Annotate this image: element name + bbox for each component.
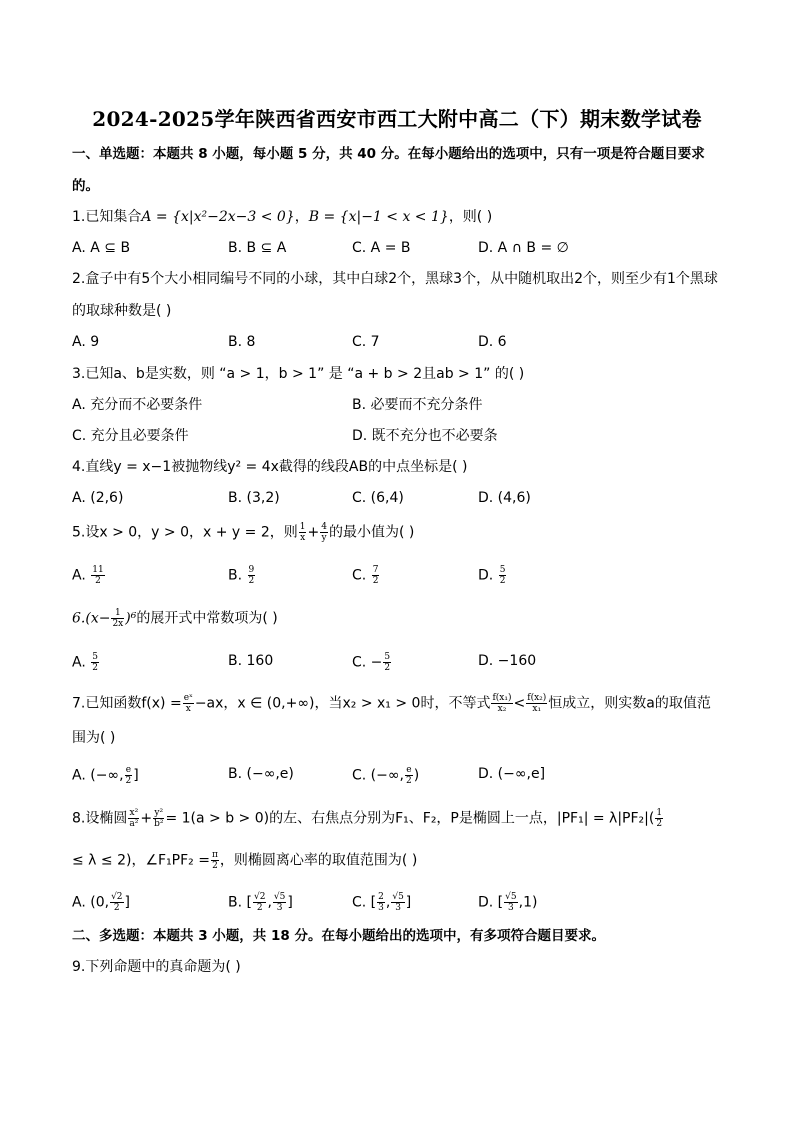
q7-g2-num: f(x₂): [527, 693, 547, 703]
q8-c-frac-1: [377, 892, 385, 913]
q6-c-den: 2: [384, 663, 391, 673]
q8-a-post: ]: [124, 894, 130, 911]
q7-g1-den: x₂: [497, 704, 507, 714]
q8-plus: +: [140, 810, 153, 827]
q8-b-post: ]: [287, 894, 293, 911]
q7-g2-den: x₁: [532, 704, 542, 714]
q7-option-a: [72, 765, 139, 786]
q8-half-den: 2: [656, 819, 663, 829]
q8-line2-post: ，则椭圆离心率的取值范围为( ): [219, 852, 418, 869]
question-7: [72, 693, 711, 714]
q8-c-sep: ,: [385, 894, 391, 911]
q8-c-frac-2: [391, 892, 404, 913]
q6-suffix: 的展开式中常数项为( ): [136, 610, 278, 627]
q5-d-den: 2: [499, 576, 506, 586]
q5-b-frac: [248, 565, 256, 586]
q5-option-b: [228, 565, 256, 586]
q8-x-den: a²: [129, 819, 139, 829]
q8-pi-den: 2: [212, 861, 218, 871]
q6-option-a: [72, 652, 100, 673]
q8-option-b: [228, 892, 293, 913]
q6-a-frac: [91, 652, 99, 673]
q4-option-c: C. (6,4): [352, 490, 404, 506]
q2-option-c: C. 7: [352, 334, 380, 350]
q8-b-sep: ,: [267, 894, 272, 911]
q5-a-frac: [91, 565, 104, 586]
q8-d-num: √5: [505, 892, 517, 902]
q7-a-pre: A. (−∞,: [72, 767, 124, 784]
q7-c-num: e: [406, 765, 412, 775]
q4-option-a: A. (2,6): [72, 490, 124, 506]
q6-close: )⁶: [125, 610, 137, 627]
q8-mid: = 1(a > b > 0)的左、右焦点分别为F₁、F₂，P是椭圆上一点，|PF₁| = λ|PF₂|(: [165, 810, 655, 827]
q8-a-frac: [110, 892, 123, 913]
q8-fraction-x: [128, 808, 139, 829]
q7-option-b: B. (−∞,e): [228, 766, 294, 782]
q8-prefix: 8.设椭圆: [72, 810, 128, 827]
q8-b-den-1: 2: [256, 903, 263, 913]
q1-option-c: C. A = B: [352, 240, 411, 256]
q5-suffix: 的最小值为( ): [328, 524, 415, 541]
q5-d-label: D.: [478, 567, 494, 584]
q5-plus: +: [307, 524, 320, 541]
q2-option-d: D. 6: [478, 334, 507, 350]
q5-a-num: 11: [92, 565, 104, 575]
q7-prefix: 7.已知函数f(x) =: [72, 695, 182, 712]
q8-fraction-y: [153, 808, 164, 829]
q5-option-c: [352, 565, 380, 586]
q7-fraction-g2: [526, 693, 547, 714]
q8-y-den: b²: [154, 819, 164, 829]
q5-c-label: C.: [352, 567, 367, 584]
q8-d-frac: [504, 892, 517, 913]
q8-b-den-2: 3: [276, 903, 283, 913]
q5-c-den: 2: [372, 576, 379, 586]
q6-c-num: 5: [384, 652, 391, 662]
q8-b-pre: B. [: [228, 894, 252, 911]
q7-a-num: e: [125, 765, 132, 775]
q7-f-num: eˣ: [183, 693, 193, 703]
question-6: [72, 608, 278, 629]
q1-prefix: 1.已知集合: [72, 209, 142, 225]
q5-fraction-2: [320, 522, 328, 543]
q6-option-c: [352, 652, 392, 673]
q8-pi-num: π: [211, 850, 218, 860]
q8-b-num-1: √2: [253, 892, 266, 902]
page-title: 2024-2025学年陕西省西安市西工大附中高二（下）期末数学试卷: [92, 107, 702, 131]
q7-fraction-g1: [491, 693, 512, 714]
q7-c-den: 2: [405, 776, 412, 786]
q7-c-pre: C. (−∞,: [352, 767, 404, 784]
q5-option-d: [478, 565, 507, 586]
q5-f2-num: 4: [321, 522, 327, 532]
q8-b-frac-1: [253, 892, 266, 913]
section-2-header: 二、多选题：本题共 3 小题，共 18 分。在每小题给出的选项中，有多项符合题目要求。: [72, 928, 605, 944]
q6-a-den: 2: [92, 663, 98, 673]
q1-option-d: D. A ∩ B = ∅: [478, 240, 569, 256]
q6-c-label: C. −: [352, 654, 383, 671]
q5-f1-den: x: [300, 533, 306, 543]
q3-option-c: C. 充分且必要条件: [72, 428, 189, 444]
q5-c-frac: [372, 565, 380, 586]
q8-b-num-2: √5: [273, 892, 286, 902]
section-1-header-cont: 的。: [72, 178, 99, 194]
q8-line2-pre: ≤ λ ≤ 2)，∠F₁PF₂ =: [72, 852, 210, 869]
question-5: [72, 522, 414, 543]
q7-a-post: ]: [133, 767, 139, 784]
q5-b-num: 9: [248, 565, 255, 575]
q5-fraction-1: [299, 522, 307, 543]
question-8-cont: [72, 850, 417, 871]
question-2: 2.盒子中有5个大小相同编号不同的小球，其中白球2个，黑球3个，从中随机取出2个，则至少有1个黑球: [72, 271, 718, 287]
q5-b-den: 2: [248, 576, 255, 586]
question-1: [72, 208, 492, 226]
q5-a-label: A.: [72, 567, 86, 584]
q8-c-den-2: 3: [395, 903, 401, 913]
question-2-cont: 的取球种数是( ): [72, 303, 172, 319]
q8-c-num-1: 2: [378, 892, 384, 902]
q7-suffix: 恒成立，则实数a的取值范: [548, 695, 711, 712]
q8-a-pre: A. (0,: [72, 894, 110, 911]
q8-x-num: x²: [129, 808, 139, 818]
q8-c-pre: C. [: [352, 894, 377, 911]
q2-option-b: B. 8: [228, 334, 256, 350]
question-7-cont: 围为( ): [72, 730, 116, 746]
q6-prefix: 6.(x−: [72, 610, 111, 627]
question-8: [72, 808, 664, 829]
q7-option-d: D. (−∞,e]: [478, 766, 546, 782]
q7-c-frac: [405, 765, 413, 786]
q5-d-frac: [499, 565, 507, 586]
q6-f-den: 2x: [112, 619, 124, 629]
q8-c-num-2: √5: [392, 892, 404, 902]
q5-option-a: [72, 565, 106, 586]
q8-y-num: y²: [154, 808, 164, 818]
q7-option-c: [352, 765, 419, 786]
q8-fraction-pi: [211, 850, 219, 871]
q3-option-b: B. 必要而不充分条件: [352, 397, 483, 413]
q7-a-den: 2: [125, 776, 132, 786]
section-1-header: 一、单选题：本题共 8 小题，每小题 5 分，共 40 分。在每小题给出的选项中，只有一项是符合题目要求: [72, 146, 705, 162]
q1-suffix: ，则( ): [448, 209, 493, 225]
q8-option-a: [72, 892, 130, 913]
q8-a-den: 2: [113, 903, 120, 913]
q7-c-post: ): [413, 767, 420, 784]
question-4: 4.直线y = x−1被抛物线y² = 4x截得的线段AB的中点坐标是( ): [72, 459, 468, 475]
q2-option-a: A. 9: [72, 334, 100, 350]
q7-a-frac: [125, 765, 133, 786]
q4-option-b: B. (3,2): [228, 490, 280, 506]
q6-c-frac: [383, 652, 391, 673]
q8-b-frac-2: [273, 892, 286, 913]
q3-option-d: D. 既不充分也不必要条: [352, 428, 498, 444]
q5-prefix: 5.设x > 0，y > 0，x + y = 2，则: [72, 524, 298, 541]
q8-d-post: ,1): [518, 894, 538, 911]
q6-option-b: B. 160: [228, 653, 274, 669]
q5-f1-num: 1: [299, 522, 306, 532]
q7-mid: −ax，x ∈ (0,+∞)，当x₂ > x₁ > 0时，不等式: [194, 695, 491, 712]
q6-a-num: 5: [92, 652, 98, 662]
q6-f-num: 1: [111, 608, 124, 619]
q8-fraction-half: [655, 808, 663, 829]
q1-set-b: B = {x|−1 < x < 1}: [308, 209, 449, 225]
q8-a-num: √2: [111, 892, 123, 902]
q1-option-a: A. A ⊆ B: [72, 240, 131, 256]
q6-a-label: A.: [72, 654, 86, 671]
q6-option-d: D. −160: [478, 653, 537, 669]
q3-option-a: A. 充分而不必要条件: [72, 397, 203, 413]
q1-comma: ，: [294, 209, 309, 225]
q4-option-d: D. (4,6): [478, 490, 531, 506]
q8-option-c: [352, 892, 411, 913]
q1-set-a: A = {x|x²−2x−3 < 0}: [141, 209, 295, 225]
q7-f-den: x: [185, 704, 191, 714]
q8-half-num: 1: [656, 808, 663, 818]
q8-d-pre: D. [: [478, 894, 504, 911]
q7-lt: <: [513, 695, 526, 712]
q7-fraction-f: [183, 693, 194, 714]
q1-option-b: B. B ⊆ A: [228, 240, 287, 256]
q5-b-label: B.: [228, 567, 243, 584]
q5-d-num: 5: [499, 565, 506, 575]
q8-c-post: ]: [405, 894, 412, 911]
q5-f2-den: y: [321, 533, 327, 543]
q5-c-num: 7: [372, 565, 379, 575]
q8-option-d: [478, 892, 537, 913]
q8-d-den: 3: [508, 903, 514, 913]
question-9: 9.下列命题中的真命题为( ): [72, 959, 241, 975]
q7-g1-num: f(x₁): [492, 693, 512, 703]
q5-a-den: 2: [95, 576, 101, 586]
q8-c-den-1: 3: [378, 903, 384, 913]
q6-fraction: [111, 608, 124, 629]
question-3: 3.已知a、b是实数，则 “a > 1，b > 1” 是 “a + b > 2且ab > 1” 的( ): [72, 366, 525, 382]
